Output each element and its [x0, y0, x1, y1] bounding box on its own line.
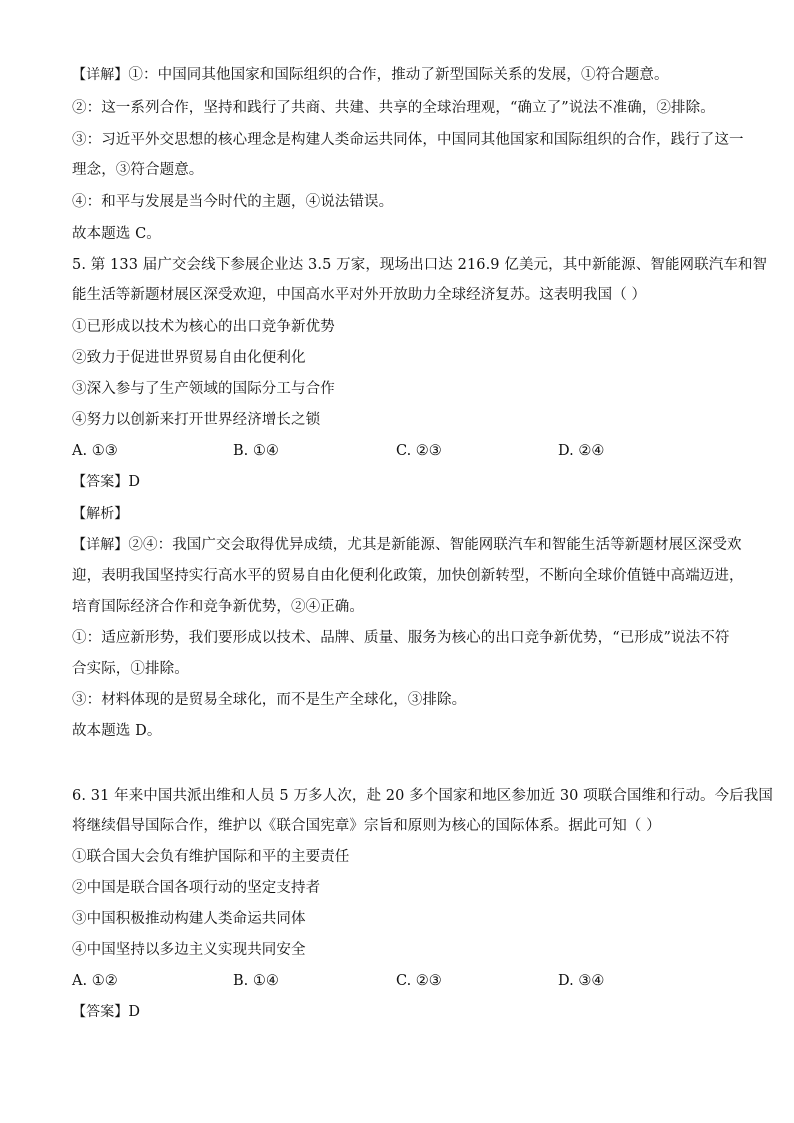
q5-statement-3: ③深入参与了生产领域的国际分工与合作 — [72, 381, 335, 397]
detail-line-2: ②：这一系列合作，坚持和践行了共商、共建、共享的全球治理观，“确立了”说法不准确，②排除。 — [72, 100, 715, 116]
answer-label: 【答案】 — [72, 1004, 129, 1020]
q6-answer: D — [128, 1004, 141, 1020]
q5-detail-line-5: 合实际，①排除。 — [72, 661, 189, 677]
analysis-label: 【解析】 — [72, 506, 129, 522]
q5-stem-line-1: 5. 第 133 届广交会线下参展企业达 3.5 万家，现场出口达 216.9 亿美元，其中新能源、智能网联汽车和智 — [72, 257, 768, 273]
q5-answer-line — [72, 473, 732, 491]
q6-option-c: C. ②③ — [396, 973, 442, 989]
q6-stem-line-1: 6. 31 年来中国共派出维和人员 5 万多人次，赴 20 多个国家和地区参加近 30 项联合国维和行动。今后我国 — [72, 788, 773, 804]
q5-detail-line-1 — [72, 536, 742, 554]
detail-line-5: ④：和平与发展是当今时代的主题，④说法错误。 — [72, 194, 394, 210]
q5-option-a: A. ①③ — [72, 443, 118, 459]
q6-statement-3: ③中国积极推动构建人类命运共同体 — [72, 911, 306, 927]
q6-option-a: A. ①② — [72, 973, 118, 989]
q6-answer-line — [72, 1003, 732, 1021]
answer-label: 【答案】 — [72, 474, 129, 490]
detail-line-3: ③：习近平外交思想的核心理念是构建人类命运共同体，中国同其他国家和国际组织的合作，践行了这一 — [72, 132, 744, 148]
detail-label: 【详解】 — [72, 67, 129, 83]
q5-option-c: C. ②③ — [396, 443, 442, 459]
q5-option-d: D. ②④ — [558, 443, 605, 459]
q5-analysis-label — [72, 505, 732, 523]
q6-statement-1: ①联合国大会负有维护国际和平的主要责任 — [72, 849, 350, 865]
q6-option-b: B. ①④ — [233, 973, 279, 989]
detail-label: 【详解】 — [72, 537, 129, 553]
detail-text: ①：中国同其他国家和国际组织的合作，推动了新型国际关系的发展，①符合题意。 — [128, 67, 669, 83]
q6-statement-4: ④中国坚持以多边主义实现共同安全 — [72, 942, 306, 958]
q5-stem-line-2: 能生活等新题材展区深受欢迎，中国高水平对外开放助力全球经济复苏。这表明我国（ ） — [72, 287, 647, 303]
conclusion-line: 故本题选 C。 — [72, 226, 161, 242]
q5-conclusion-line: 故本题选 D。 — [72, 723, 162, 739]
q6-stem-line-2: 将继续倡导国际合作，维护以《联合国宪章》宗旨和原则为核心的国际体系。据此可知（ ） — [72, 818, 661, 834]
q5-option-b: B. ①④ — [233, 443, 279, 459]
q5-statement-1: ①已形成以技术为核心的出口竞争新优势 — [72, 319, 335, 335]
q6-option-d: D. ③④ — [558, 973, 605, 989]
q5-answer: D — [128, 474, 141, 490]
q6-statement-2: ②中国是联合国各项行动的坚定支持者 — [72, 880, 321, 896]
q5-detail-text: ②④：我国广交会取得优异成绩，尤其是新能源、智能网联汽车和智能生活等新题材展区深受欢 — [128, 537, 742, 553]
q5-detail-line-6: ③：材料体现的是贸易全球化，而不是生产全球化，③排除。 — [72, 692, 467, 708]
detail-line-4: 理念，③符合题意。 — [72, 162, 204, 178]
q5-detail-line-2: 迎，表明我国坚持实行高水平的贸易自由化便利化政策，加快创新转型，不断向全球价值链中高端迈进， — [72, 568, 744, 584]
q5-detail-line-4: ①：适应新形势，我们要形成以技术、品牌、质量、服务为核心的出口竞争新优势，“已形成”说法不符 — [72, 630, 730, 646]
q5-detail-line-3: 培育国际经济合作和竞争新优势，②④正确。 — [72, 599, 364, 615]
q5-statement-4: ④努力以创新来打开世界经济增长之锁 — [72, 412, 321, 428]
q5-statement-2: ②致力于促进世界贸易自由化便利化 — [72, 350, 306, 366]
detail-line-1 — [72, 66, 732, 84]
